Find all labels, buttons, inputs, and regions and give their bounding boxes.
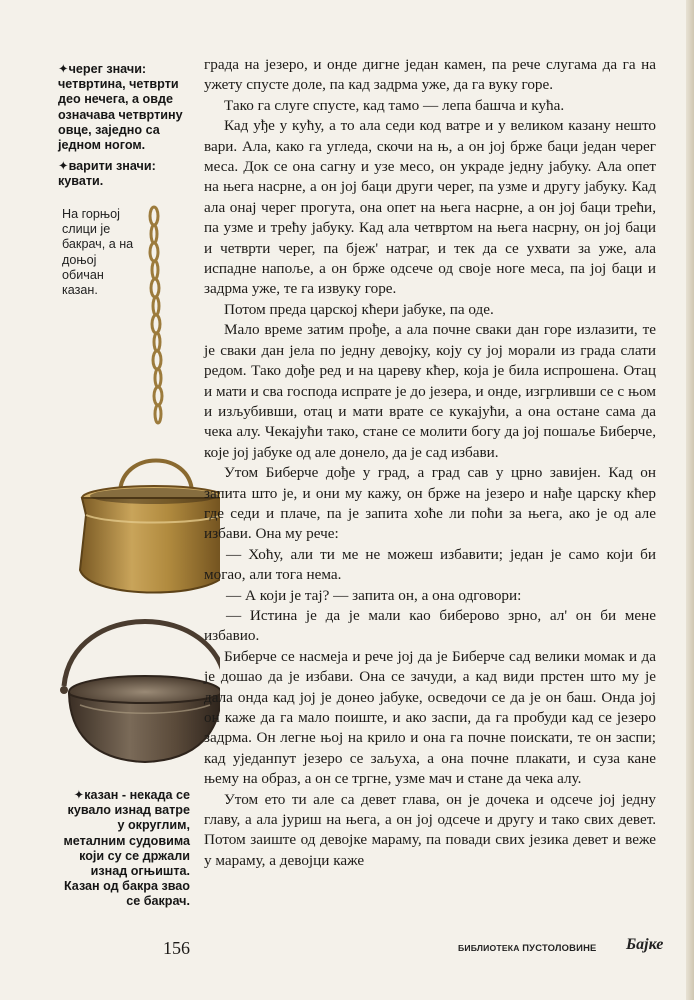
dialog-line: — Истина је да је мали као биберово зрно, ал' он би мене избавио. [204,606,656,645]
iron-pot-icon [60,622,220,763]
image-caption: На горњој слици је бакрач, а на доњој обичан казан. [62,207,134,298]
paragraph: Утом ето ти але са девет глава, он је дочека и одсече јој једну главу, а ала јуриш на њега, а он јој одсече и другу и тако свих девет. Потом заиште од девојке мараму, па повади свих језика девет и веже у мараму, а девојци каже [204,790,656,869]
page-number: 156 [163,938,190,958]
glossary [58,62,190,196]
book-title: Бајке [626,936,664,953]
side-note-text: казан - некада се кувало изнад ватре у округлим, металним судовима који су се држали изнад огњишта. Казан од бакра звао се бакрач. [63,788,190,909]
side-note-kazan [58,788,190,910]
glossary-text: варити значи: кувати. [58,159,156,189]
glossary-marker: ✦ [58,159,69,174]
dialog-line: — А који је тај? — запита он, а она одговори: [226,586,522,604]
series-name: ПУСТОЛОВИНЕ [522,942,597,953]
glossary-item-chereg [58,62,190,153]
glossary-item-variti [58,159,190,189]
paragraph: Тако га слуге спусте, кад тамо — лепа башча и кућа. [224,96,565,114]
dialog-line: — Хоћу, али ти ме не можеш избавити; један је само који би могао, али тога нема. [204,545,656,584]
side-note-marker: ✦ [73,788,85,802]
paragraph: Биберче се насмеја и рече јој да је Биберче сад велики момак и да је дошао да је избави. Она се зачуди, а кад види прстен што му је дала онда кад јој је донео јабуке, осведочи се да је он баш. Онда јој он каже да га мало поиште, и ако заспи, да га пробуди кад се језеро задрма. Он легне њој на крило и она га почне поискати, те он заспи; кад уједанпут језеро се заљуха, а она почне плакати, и суза кане њему на образ, а он се тргне, узме мач и стане да чека алу. [204,647,656,788]
glossary-marker: ✦ [58,62,69,76]
series-label [458,942,597,953]
cauldron-illustrations [50,200,220,790]
paragraph: Потом преда царској кћери јабуке, па оде. [224,300,494,318]
glossary-text: черег значи: четвртина, четврти део нечега, а овде означава четвртину овце, заједно са једном ногом. [58,62,183,153]
brass-cauldron-icon [80,461,220,593]
paragraph: Утом Биберче дође у град, а град сав у црно завијен. Кад он запита што је, и они му кажу, он брже на језеро и нађе царску кћер где седи и плаче, па је запита хоће ли поћи за њега, ако је од але избави. Она му рече: [204,464,656,543]
chain-icon [150,207,162,423]
paragraph: града на језеро, и онде дигне један камен, па рече слугама да га на ужету спусте доле, па кад задрма уже, да га вуку горе. [204,56,656,94]
paragraph: Кад уђе у кућу, а то ала седи код ватре и у великом казану нешто вари. Ала, како га угледа, скочи на њ, а он јој брже баци један черег меса. Док се она сагну и узе месо, он украде једну јабуку. Ала опет на њега насрне, а он јој баци други черег, па узме и другу јабуку. Кад ала онај черег прогута, она опет на њега насрне, а он јој баци трећи, па узме и трећу јабуку. Кад ала четвртом на њега насрну, он јој баци и четврти черег, па бјеж' натраг, и тек да се ухвати за уже, ала испадне напоље, а он брже одсече од своје ноге меса, па јој баци и задрма уже, те га извуку горе. [204,117,656,298]
story-text [204,55,656,871]
page-edge [686,0,694,1000]
paragraph: Мало време затим прође, а ала почне сваки дан горе излазити, те је сваки дан јела по једну девојку, коју су јој морали из града слати редом. Тако дође ред и на цареву кћер, која је била испрошена. Отац и мати и сва господа испрате је до језера, и онде, изгрливши се с њом и изљубивши, отац и мати врате се кукајући, а она остане сама да чека алу. Чекајући тако, стане се молити богу да јој пошаље Биберче, које јој јабуке од але донело, да је сад избави. [204,321,656,461]
series-prefix: БИБЛИОТЕКА [458,943,520,953]
